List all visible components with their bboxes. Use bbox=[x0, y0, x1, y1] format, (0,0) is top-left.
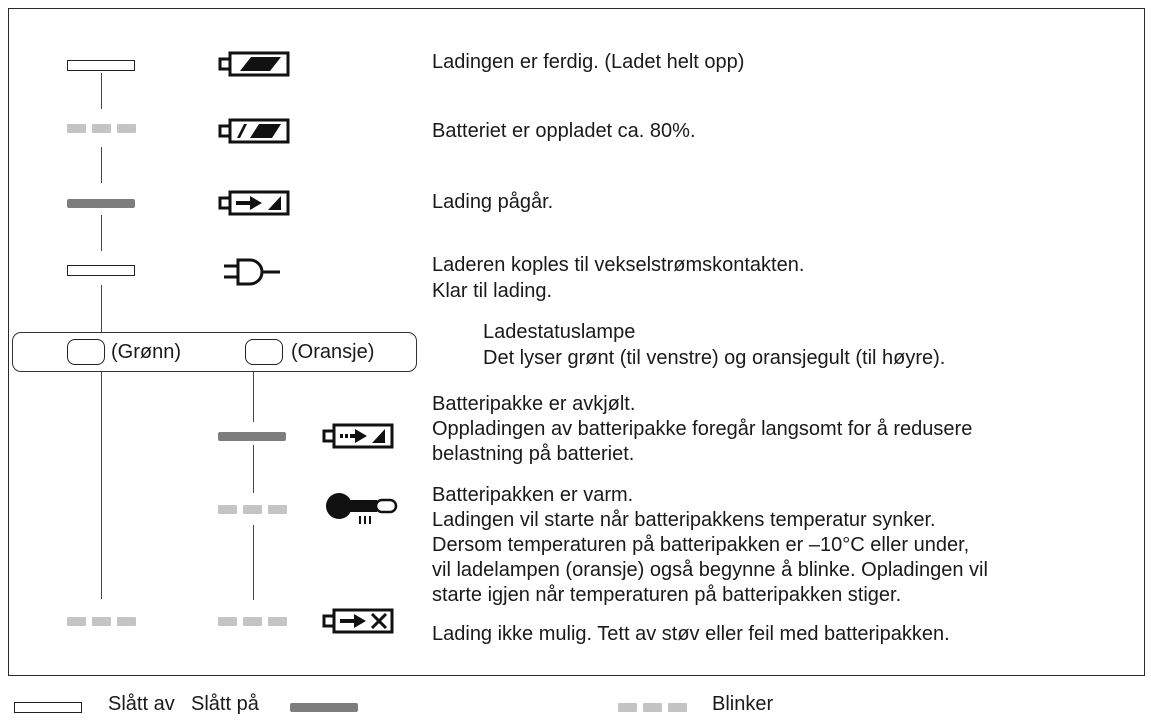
warm-line-5: starte igjen når temperaturen på batteripakken stiger. bbox=[432, 584, 902, 606]
status-ready-text: Klar til lading. bbox=[432, 280, 553, 302]
legend-on-label: Slått på bbox=[191, 693, 259, 715]
warm-line-2: Ladingen vil starte når batteripakkens temperatur synker. bbox=[432, 509, 936, 531]
battery-full-icon bbox=[218, 51, 290, 77]
connector-line bbox=[101, 285, 102, 332]
error-text: Lading ikke mulig. Tett av støv eller feil med batteripakken. bbox=[432, 623, 950, 645]
connector-line bbox=[253, 445, 254, 493]
indicator-off bbox=[67, 265, 135, 276]
orange-lamp-label: (Oransje) bbox=[291, 341, 375, 363]
indicator-blinking bbox=[67, 124, 136, 133]
cool-line-2: Oppladingen av batteripakke foregår langsomt for å redusere bbox=[432, 418, 973, 440]
charge-lamp-box bbox=[12, 332, 417, 372]
connector-line bbox=[101, 147, 102, 183]
green-lamp bbox=[67, 339, 105, 365]
connector-line bbox=[253, 525, 254, 600]
orange-lamp bbox=[245, 339, 283, 365]
battery-80-icon bbox=[218, 118, 290, 144]
warm-line-4: vil ladelampen (oransje) også begynne å blinke. Opladingen vil bbox=[432, 559, 988, 581]
connector-line bbox=[101, 73, 102, 109]
status-full-text: Ladingen er ferdig. (Ladet helt opp) bbox=[432, 51, 745, 73]
indicator-blinking bbox=[218, 617, 287, 626]
connector-line bbox=[253, 372, 254, 422]
indicator-on bbox=[218, 432, 286, 441]
green-lamp-label: (Grønn) bbox=[111, 341, 181, 363]
battery-charging-icon bbox=[218, 190, 290, 216]
legend-off-indicator bbox=[14, 702, 82, 713]
lamp-title: Ladestatuslampe bbox=[483, 321, 636, 343]
connector-line bbox=[101, 372, 102, 599]
status-80-text: Batteriet er oppladet ca. 80%. bbox=[432, 120, 696, 142]
legend-blink-label: Blinker bbox=[712, 693, 774, 715]
legend-on-indicator bbox=[290, 703, 358, 712]
indicator-on bbox=[67, 199, 135, 208]
warm-line-3: Dersom temperaturen på batteripakken er –10°C eller under, bbox=[432, 534, 970, 556]
connector-line bbox=[101, 215, 102, 251]
status-plugged-text: Laderen koples til vekselstrømskontakten. bbox=[432, 254, 805, 276]
plug-icon bbox=[222, 256, 288, 288]
cool-line-3: belastning på batteriet. bbox=[432, 443, 635, 465]
cool-line-1: Batteripakke er avkjølt. bbox=[432, 393, 636, 415]
battery-error-icon bbox=[322, 608, 394, 636]
legend-blink-indicator bbox=[618, 703, 687, 712]
indicator-blinking bbox=[67, 617, 136, 626]
indicator-off bbox=[67, 60, 135, 71]
battery-cool-charging-icon bbox=[322, 423, 394, 449]
legend-off-label: Slått av bbox=[108, 693, 175, 715]
warm-line-1: Batteripakken er varm. bbox=[432, 484, 634, 506]
lamp-description: Det lyser grønt (til venstre) og oransjegult (til høyre). bbox=[483, 347, 946, 369]
status-charging-text: Lading pågår. bbox=[432, 191, 554, 213]
thermometer-icon bbox=[322, 491, 402, 527]
indicator-blinking bbox=[218, 505, 287, 514]
